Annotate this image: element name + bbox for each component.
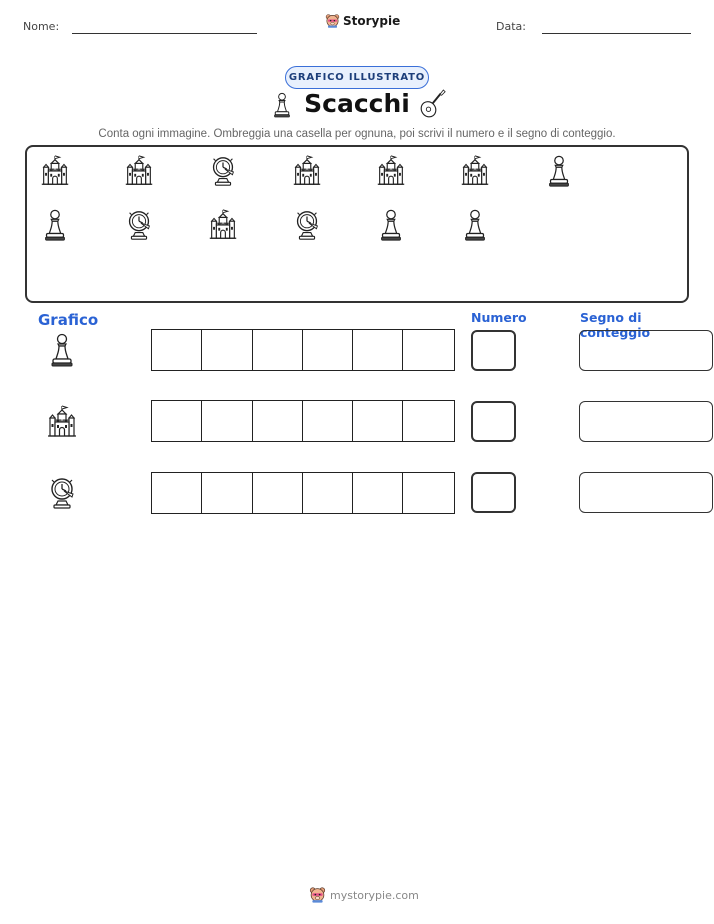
shade-cell[interactable] <box>202 401 252 441</box>
page-title: Scacchi <box>304 89 410 118</box>
tally-box[interactable] <box>579 330 713 371</box>
tally-box[interactable] <box>579 401 713 442</box>
castle-icon <box>46 404 78 440</box>
bear-logo-icon <box>309 886 326 904</box>
graph-title: Grafico <box>38 311 99 329</box>
clock-icon <box>46 475 78 511</box>
pawn-icon <box>39 208 71 242</box>
brand-name: Storypie <box>343 14 401 28</box>
pawn-icon <box>459 208 491 242</box>
worksheet-type-badge: GRAFICO ILLUSTRATO <box>285 66 429 89</box>
shade-cell[interactable] <box>253 473 303 513</box>
shade-cells-row <box>151 329 455 371</box>
bear-logo-icon <box>325 13 340 29</box>
shade-cell[interactable] <box>202 473 252 513</box>
shade-cell[interactable] <box>403 401 453 441</box>
storypie-logo <box>325 13 400 29</box>
shade-cell[interactable] <box>253 330 303 370</box>
name-label: Nome: <box>23 20 60 33</box>
tally-title: Segno di conteggio <box>580 310 651 340</box>
shade-cell[interactable] <box>353 330 403 370</box>
pawn-icon <box>46 332 78 368</box>
shade-cells-row <box>151 400 455 442</box>
shade-cell[interactable] <box>303 401 353 441</box>
castle-icon <box>123 154 155 188</box>
number-title: Numero <box>471 310 527 325</box>
shade-cell[interactable] <box>253 401 303 441</box>
footer <box>309 886 419 904</box>
tally-box[interactable] <box>579 472 713 513</box>
number-box[interactable] <box>471 472 516 513</box>
castle-icon <box>459 154 491 188</box>
pawn-icon <box>543 154 575 188</box>
shade-cell[interactable] <box>303 473 353 513</box>
date-label: Data: <box>496 20 526 33</box>
castle-icon <box>375 154 407 188</box>
number-box[interactable] <box>471 401 516 442</box>
castle-icon <box>39 154 71 188</box>
shade-cell[interactable] <box>152 473 202 513</box>
date-line[interactable] <box>542 33 691 34</box>
shade-cell[interactable] <box>202 330 252 370</box>
shade-cell[interactable] <box>403 473 453 513</box>
shade-cell[interactable] <box>403 330 453 370</box>
shade-cell[interactable] <box>152 401 202 441</box>
footer-site: mystorypie.com <box>330 888 419 902</box>
shade-cell[interactable] <box>303 330 353 370</box>
castle-icon <box>207 208 239 242</box>
picture-box <box>25 145 689 303</box>
shade-cell[interactable] <box>353 473 403 513</box>
shade-cell[interactable] <box>152 330 202 370</box>
clock-icon <box>123 208 155 242</box>
number-box[interactable] <box>471 330 516 371</box>
shade-cell[interactable] <box>353 401 403 441</box>
clock-icon <box>207 154 239 188</box>
shade-cells-row <box>151 472 455 514</box>
lute-icon <box>418 88 446 120</box>
instructions: Conta ogni immagine. Ombreggia una casella per ognuna, poi scrivi il numero e il segno di conteggio. <box>98 128 616 140</box>
pawn-icon <box>375 208 407 242</box>
clock-icon <box>291 208 323 242</box>
castle-icon <box>291 154 323 188</box>
name-line[interactable] <box>72 33 257 34</box>
